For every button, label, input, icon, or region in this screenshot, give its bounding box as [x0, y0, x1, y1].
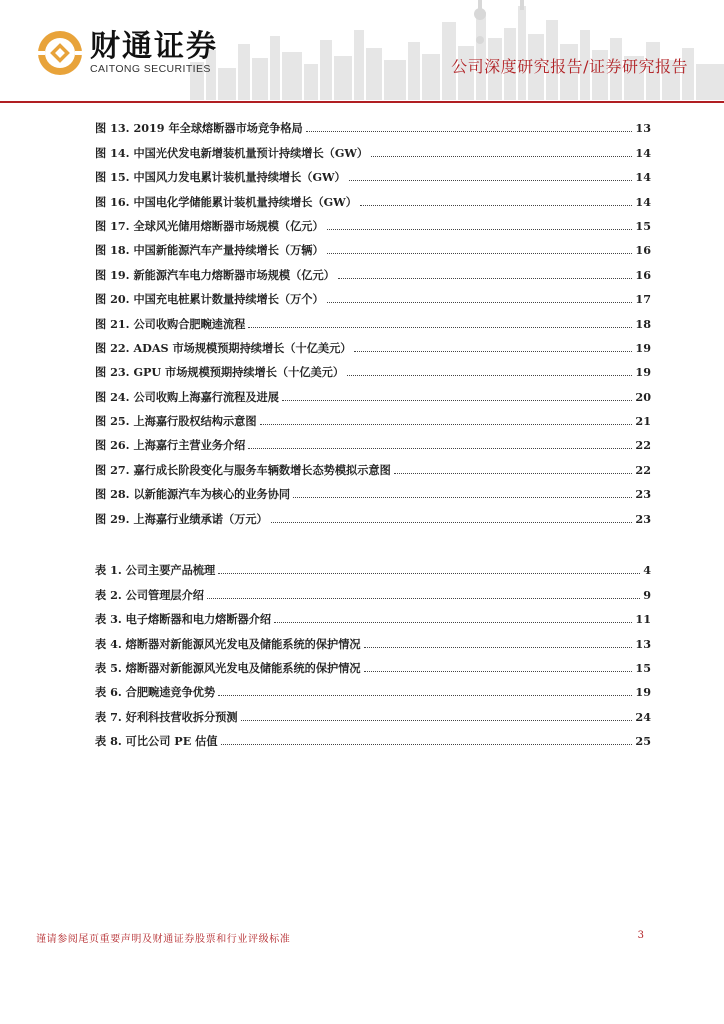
- entry-label: 图 21. 公司收购合肥畹逵流程: [95, 316, 246, 331]
- dot-leader: [327, 229, 633, 230]
- entry-page: 17: [635, 292, 651, 307]
- dot-leader: [282, 400, 633, 401]
- figure-entry[interactable]: [95, 404, 651, 428]
- entry-page: 23: [635, 487, 651, 502]
- figure-entry[interactable]: [95, 501, 651, 525]
- entry-page: 22: [635, 438, 651, 453]
- entry-page: 13: [635, 636, 651, 651]
- dot-leader: [293, 497, 632, 498]
- entry-page: 23: [635, 511, 651, 526]
- table-entry[interactable]: [95, 724, 651, 748]
- table-list: [95, 553, 651, 748]
- entry-label: 表 6. 合肥畹逵竞争优势: [95, 685, 216, 700]
- logo-english-name: CAITONG SECURITIES: [90, 63, 211, 75]
- entry-page: 14: [635, 145, 651, 160]
- figure-entry[interactable]: [95, 160, 651, 184]
- figure-entry[interactable]: [95, 257, 651, 281]
- entry-label: 图 28. 以新能源汽车为核心的业务协同: [95, 487, 291, 502]
- dot-leader: [364, 647, 633, 648]
- entry-page: 9: [643, 587, 651, 602]
- figure-entry[interactable]: [95, 331, 651, 355]
- entry-label: 图 25. 上海嘉行股权结构示意图: [95, 414, 257, 429]
- entry-page: 19: [635, 365, 651, 380]
- entry-page: 19: [635, 685, 651, 700]
- dot-leader: [327, 253, 633, 254]
- dot-leader: [248, 448, 632, 449]
- dot-leader: [360, 205, 632, 206]
- entry-page: 15: [635, 218, 651, 233]
- entry-label: 表 8. 可比公司 PE 估值: [95, 734, 218, 749]
- entry-label: 表 5. 熔断器对新能源风光发电及储能系统的保护情况: [95, 660, 361, 675]
- entry-page: 11: [635, 612, 651, 627]
- figure-entry[interactable]: [95, 379, 651, 403]
- table-entry[interactable]: [95, 651, 651, 675]
- figure-entry[interactable]: [95, 184, 651, 208]
- figure-entry[interactable]: [95, 477, 651, 501]
- figure-entry[interactable]: [95, 428, 651, 452]
- dot-leader: [218, 573, 640, 574]
- dot-leader: [218, 695, 632, 696]
- entry-page: 18: [635, 316, 651, 331]
- dot-leader: [371, 156, 632, 157]
- page-header: [0, 0, 724, 104]
- entry-label: 图 19. 新能源汽车电力熔断器市场规模（亿元）: [95, 267, 335, 282]
- entry-label: 图 13. 2019 年全球熔断器市场竞争格局: [95, 121, 303, 136]
- logo-chinese-name: 财通证券: [90, 29, 218, 64]
- entry-label: 图 24. 公司收购上海嘉行流程及进展: [95, 389, 279, 404]
- entry-label: 图 18. 中国新能源汽车产量持续增长（万辆）: [95, 243, 324, 258]
- city-skyline-graphic: [190, 0, 724, 100]
- entry-page: 14: [635, 170, 651, 185]
- figure-entry[interactable]: [95, 306, 651, 330]
- entry-page: 13: [635, 121, 651, 136]
- entry-label: 图 26. 上海嘉行主营业务介绍: [95, 438, 246, 453]
- dot-leader: [349, 180, 633, 181]
- dot-leader: [271, 522, 633, 523]
- entry-label: 图 17. 全球风光储用熔断器市场规模（亿元）: [95, 218, 324, 233]
- entry-label: 表 1. 公司主要产品梳理: [95, 563, 216, 578]
- entry-page: 16: [635, 243, 651, 258]
- entry-label: 表 4. 熔断器对新能源风光发电及储能系统的保护情况: [95, 636, 361, 651]
- entry-page: 16: [635, 267, 651, 282]
- figure-entry[interactable]: [95, 209, 651, 233]
- footer-disclaimer: 谨请参阅尾页重要声明及财通证券股票和行业评级标准: [36, 934, 291, 945]
- table-entry[interactable]: [95, 577, 651, 601]
- entry-page: 14: [635, 194, 651, 209]
- caitong-logo-icon: [37, 30, 83, 76]
- figure-entry[interactable]: [95, 233, 651, 257]
- dot-leader: [327, 302, 633, 303]
- entry-label: 图 27. 嘉行成长阶段变化与服务车辆数增长态势模拟示意图: [95, 462, 391, 477]
- figure-entry[interactable]: [95, 452, 651, 476]
- table-entry[interactable]: [95, 699, 651, 723]
- dot-leader: [248, 327, 632, 328]
- entry-page: 19: [635, 340, 651, 355]
- dot-leader: [338, 278, 633, 279]
- dot-leader: [347, 375, 632, 376]
- entry-page: 4: [643, 563, 651, 578]
- report-type-label: 公司深度研究报告/证券研究报告: [451, 57, 688, 76]
- entry-label: 表 3. 电子熔断器和电力熔断器介绍: [95, 612, 272, 627]
- dot-leader: [306, 131, 633, 132]
- entry-label: 图 15. 中国风力发电累计装机量持续增长（GW）: [95, 170, 346, 185]
- dot-leader: [241, 720, 633, 721]
- entry-page: 25: [635, 734, 651, 749]
- entry-label: 图 20. 中国充电桩累计数量持续增长（万个）: [95, 292, 324, 307]
- entry-label: 图 29. 上海嘉行业绩承诺（万元）: [95, 511, 268, 526]
- dot-leader: [354, 351, 632, 352]
- figure-list: [95, 111, 651, 526]
- figure-entry[interactable]: [95, 135, 651, 159]
- entry-page: 24: [635, 709, 651, 724]
- entry-label: 图 14. 中国光伏发电新增装机量预计持续增长（GW）: [95, 145, 369, 160]
- table-entry[interactable]: [95, 675, 651, 699]
- dot-leader: [221, 744, 633, 745]
- figure-entry[interactable]: [95, 282, 651, 306]
- page-number: 3: [637, 930, 644, 941]
- table-entry[interactable]: [95, 602, 651, 626]
- table-entry[interactable]: [95, 626, 651, 650]
- dot-leader: [207, 598, 640, 599]
- figure-entry[interactable]: [95, 111, 651, 135]
- dot-leader: [394, 473, 633, 474]
- entry-page: 20: [635, 389, 651, 404]
- dot-leader: [260, 424, 633, 425]
- entry-page: 22: [635, 462, 651, 477]
- entry-label: 图 23. GPU 市场规模预期持续增长（十亿美元）: [95, 365, 345, 380]
- figure-entry[interactable]: [95, 355, 651, 379]
- entry-label: 图 22. ADAS 市场规模预期持续增长（十亿美元）: [95, 340, 352, 355]
- dot-leader: [274, 622, 632, 623]
- entry-label: 表 7. 好利科技营收拆分预测: [95, 709, 238, 724]
- entry-page: 21: [635, 414, 651, 429]
- dot-leader: [364, 671, 633, 672]
- entry-label: 图 16. 中国电化学储能累计装机量持续增长（GW）: [95, 194, 357, 209]
- entry-label: 表 2. 公司管理层介绍: [95, 587, 204, 602]
- header-divider: [0, 101, 724, 103]
- table-entry[interactable]: [95, 553, 651, 577]
- entry-page: 15: [635, 660, 651, 675]
